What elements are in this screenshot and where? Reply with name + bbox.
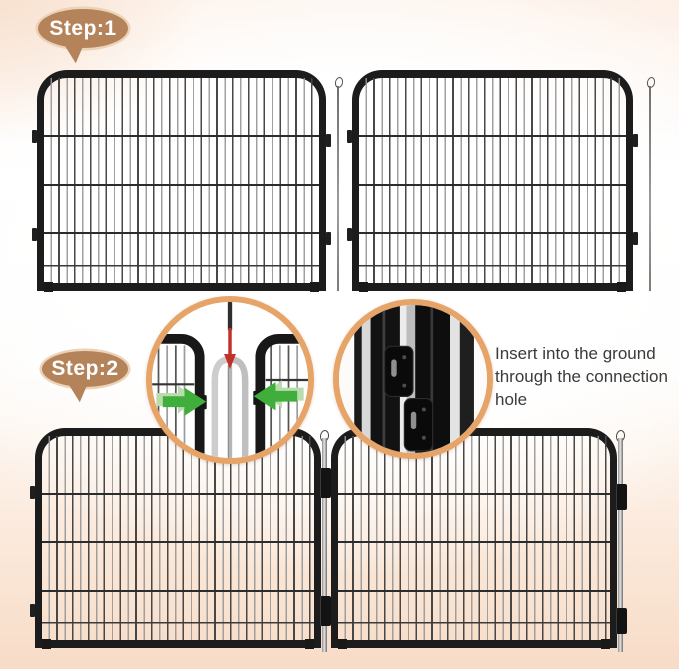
connection-tab: [347, 228, 352, 241]
panel-foot: [310, 282, 319, 292]
connection-tab: [326, 134, 331, 147]
connection-clamp: [616, 608, 627, 634]
step1-badge: [38, 9, 128, 48]
connection-detail-diagram: [152, 302, 308, 458]
fence-panel-top-right: [352, 70, 633, 291]
latch-clamp-icon: [385, 346, 413, 396]
speech-bubble-tail-icon: [64, 41, 88, 64]
connection-detail-callout: [146, 296, 314, 464]
latch-detail-callout: [333, 299, 493, 459]
stake-rod: [337, 86, 339, 291]
connection-tab: [32, 130, 37, 143]
panel-foot: [601, 639, 610, 649]
step2-label: Step:2: [51, 357, 119, 380]
latch-clamp-icon: [404, 399, 432, 451]
fence-mesh: [42, 436, 314, 640]
step2-badge: [42, 351, 128, 387]
fence-mesh: [44, 78, 319, 283]
panel-foot: [359, 282, 368, 292]
panel-foot: [617, 282, 626, 292]
connection-tab: [30, 486, 35, 499]
connection-tab: [633, 232, 638, 245]
stake-loop-icon: [646, 76, 656, 88]
panel-foot: [44, 282, 53, 292]
fence-mesh: [359, 78, 626, 283]
connection-tab: [633, 134, 638, 147]
annotation-text: Insert into the ground through the connection hole: [495, 344, 668, 409]
stake-loop-icon: [353, 308, 363, 322]
connection-clamp: [320, 596, 331, 626]
fence-panel-bottom-left: [35, 428, 321, 648]
fence-mesh: [338, 436, 610, 640]
connected-ground-stake: [320, 430, 330, 652]
panel-foot: [42, 639, 51, 649]
connection-tab: [347, 130, 352, 143]
connection-clamp: [320, 468, 331, 498]
connection-tab: [30, 604, 35, 617]
connected-ground-stake: [616, 430, 626, 652]
step1-label: Step:1: [49, 16, 117, 40]
panel-foot: [338, 639, 347, 649]
speech-bubble-tail-icon: [68, 380, 92, 403]
connection-tab: [32, 228, 37, 241]
fence-panel-bottom-right: [331, 428, 617, 648]
stake-rod: [649, 86, 651, 291]
connection-clamp: [616, 484, 627, 510]
fence-panel-top-left: [37, 70, 326, 291]
latch-photo: [339, 305, 487, 453]
stake-loop-icon: [334, 76, 344, 88]
connection-tab: [326, 232, 331, 245]
panel-foot: [305, 639, 314, 649]
ground-stake: [646, 77, 654, 291]
ground-stake: [334, 77, 342, 291]
